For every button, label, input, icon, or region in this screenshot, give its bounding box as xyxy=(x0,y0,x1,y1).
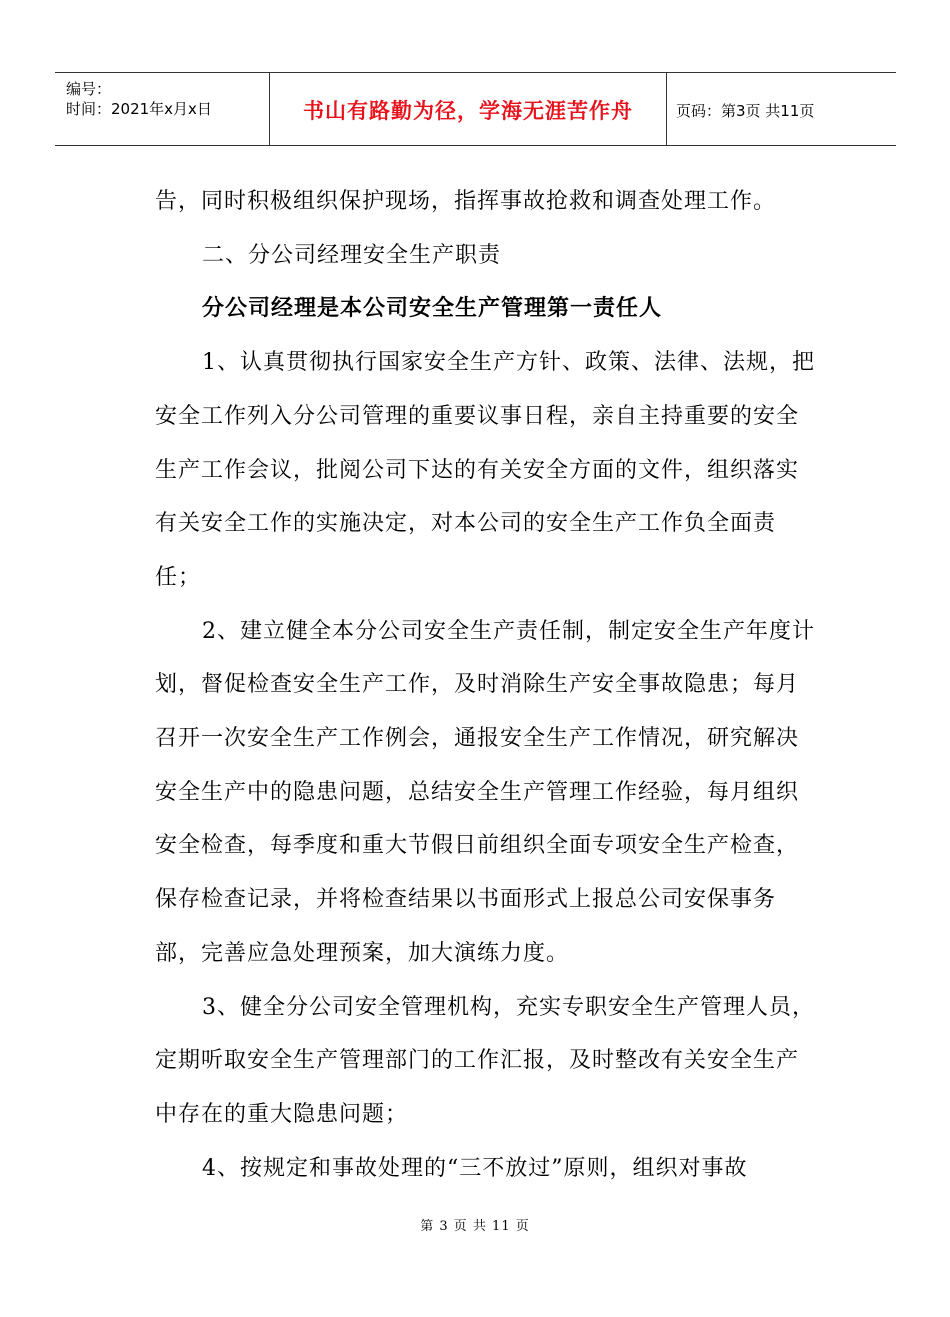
section-subheading: 分公司经理是本公司安全生产管理第一责任人 xyxy=(202,295,663,322)
paragraph-item-3: 3、健全分公司安全管理机构，充实专职安全生产管理人员，定期听取安全生产管理部门的工作汇报，及时整改有关安全生产中存在的重大隐患问题； xyxy=(155,994,815,1127)
document-time-label: 时间：2021年x月x日 xyxy=(66,100,212,118)
page-header xyxy=(55,72,896,146)
header-page-number: 页码：第3页 共11页 xyxy=(676,102,815,120)
header-motto: 书山有路勤为径，学海无涯苦作舟 xyxy=(303,99,633,123)
section-heading: 二、分公司经理安全生产职责 xyxy=(202,242,502,268)
paragraph-continuation: 告，同时积极组织保护现场，指挥事故抢救和调查处理工作。 xyxy=(155,189,777,214)
header-motto-cell xyxy=(270,73,667,145)
paragraph-item-2: 2、建立健全本分公司安全生产责任制，制定安全生产年度计划，督促检查安全生产工作，及时消除生产安全事故隐患；每月召开一次安全生产工作例会，通报安全生产工作情况，研究解决安全生产中的隐患问题，总结安全生产管理工作经验，每月组织安全检查，每季度和重大节假日前组织全面专项安全生产检查，保存检查记录，并将检查结果以书面形式上报总公司安保事务部，完善应急处理预案，加大演练力度。 xyxy=(155,618,815,966)
paragraph-item-1: 1、认真贯彻执行国家安全生产方针、政策、法律、法规，把安全工作列入分公司管理的重要议事日程，亲自主持重要的安全生产工作会议，批阅公司下达的有关安全方面的文件，组织落实有关安全工作的实施决定，对本公司的安全生产工作负全面责任； xyxy=(155,350,815,590)
body-text xyxy=(155,175,815,1195)
header-page-cell xyxy=(667,73,896,145)
header-meta-cell xyxy=(55,73,270,145)
page-footer: 第 3 页 共 11 页 xyxy=(420,1219,530,1234)
paragraph-item-4: 4、按规定和事故处理的“三不放过”原则，组织对事故 xyxy=(202,1155,748,1181)
document-number-label: 编号： xyxy=(66,80,112,98)
